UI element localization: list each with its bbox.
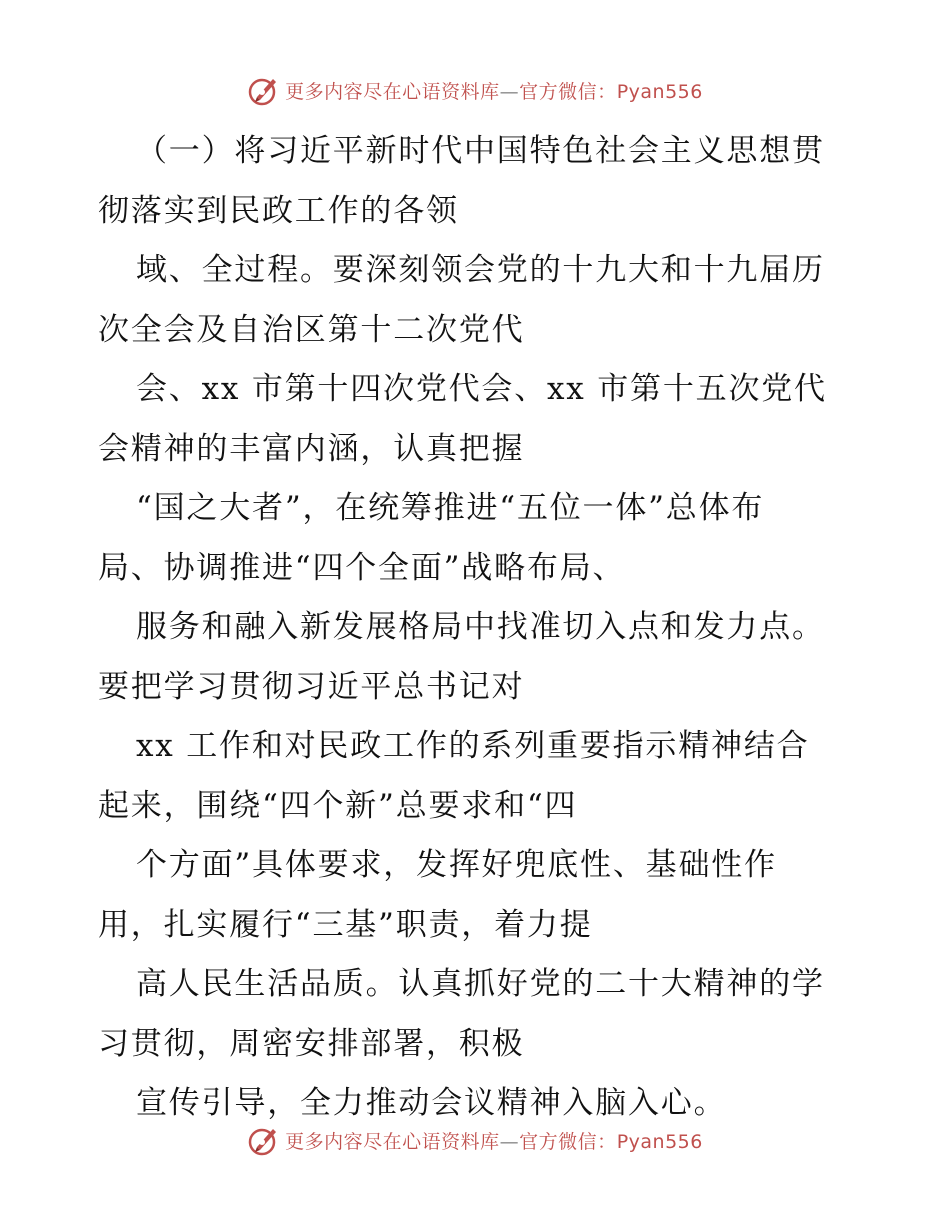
watermark-brand: 更多内容尽在心语资料库 — [285, 80, 500, 103]
paragraph-line: 局、协调推进“四个全面”战略布局、 — [98, 549, 626, 586]
watermark-dash: — — [499, 1130, 520, 1153]
watermark-official-label: 官方微信： — [519, 80, 617, 103]
footer-watermark — [0, 1120, 950, 1160]
paragraph-line: xx 工作和对民政工作的系列重要指示精神结合 — [136, 728, 810, 764]
paragraph-line: 用，扎实履行“三基”职责，着力提 — [98, 906, 593, 943]
watermark-text — [285, 77, 703, 104]
quill-pen-logo-icon — [247, 1123, 281, 1157]
paragraph-line: 高人民生活品质。认真抓好党的二十大精神的学 — [136, 966, 825, 1002]
watermark-official-label: 官方微信： — [519, 1130, 617, 1153]
paragraph-line: 要把学习贯彻习近平总书记对 — [98, 668, 525, 705]
paragraph-line: “国之大者”，在统筹推进“五位一体”总体布 — [136, 490, 765, 526]
paragraph-line: 起来，围绕“四个新”总要求和“四 — [98, 787, 578, 824]
document-body — [98, 122, 868, 1134]
paragraph — [98, 717, 868, 836]
paragraph — [98, 360, 868, 479]
watermark-wechat-id: Pyan556 — [616, 80, 703, 103]
header-watermark — [0, 70, 950, 110]
paragraph-line: 习贯彻，周密安排部署，积极 — [98, 1025, 525, 1062]
paragraph — [98, 598, 868, 717]
watermark-text — [285, 1127, 703, 1154]
paragraph — [98, 955, 868, 1074]
paragraph — [98, 241, 868, 360]
paragraph-line: 个方面”具体要求，发挥好兜底性、基础性作 — [136, 847, 777, 883]
paragraph-line: （一）将习近平新时代中国特色社会主义思想贯 — [136, 133, 825, 169]
paragraph-line: 会、xx 市第十四次党代会、xx 市第十五次党代 — [136, 371, 827, 407]
watermark-brand: 更多内容尽在心语资料库 — [285, 1130, 500, 1153]
paragraph-line: 次全会及自治区第十二次党代 — [98, 311, 525, 348]
paragraph-line: 彻落实到民政工作的各领 — [98, 192, 459, 229]
paragraph-line: 服务和融入新发展格局中找准切入点和发力点。 — [136, 609, 825, 645]
paragraph — [98, 122, 868, 241]
watermark-wechat-id: Pyan556 — [616, 1130, 703, 1153]
watermark-dash: — — [499, 80, 520, 103]
paragraph — [98, 479, 868, 598]
paragraph-line: 宣传引导，全力推动会议精神入脑入心。 — [136, 1085, 727, 1121]
paragraph-line: 域、全过程。要深刻领会党的十九大和十九届历 — [136, 252, 825, 288]
paragraph — [98, 836, 868, 955]
quill-pen-logo-icon — [247, 73, 281, 107]
paragraph-line: 会精神的丰富内涵，认真把握 — [98, 430, 525, 467]
